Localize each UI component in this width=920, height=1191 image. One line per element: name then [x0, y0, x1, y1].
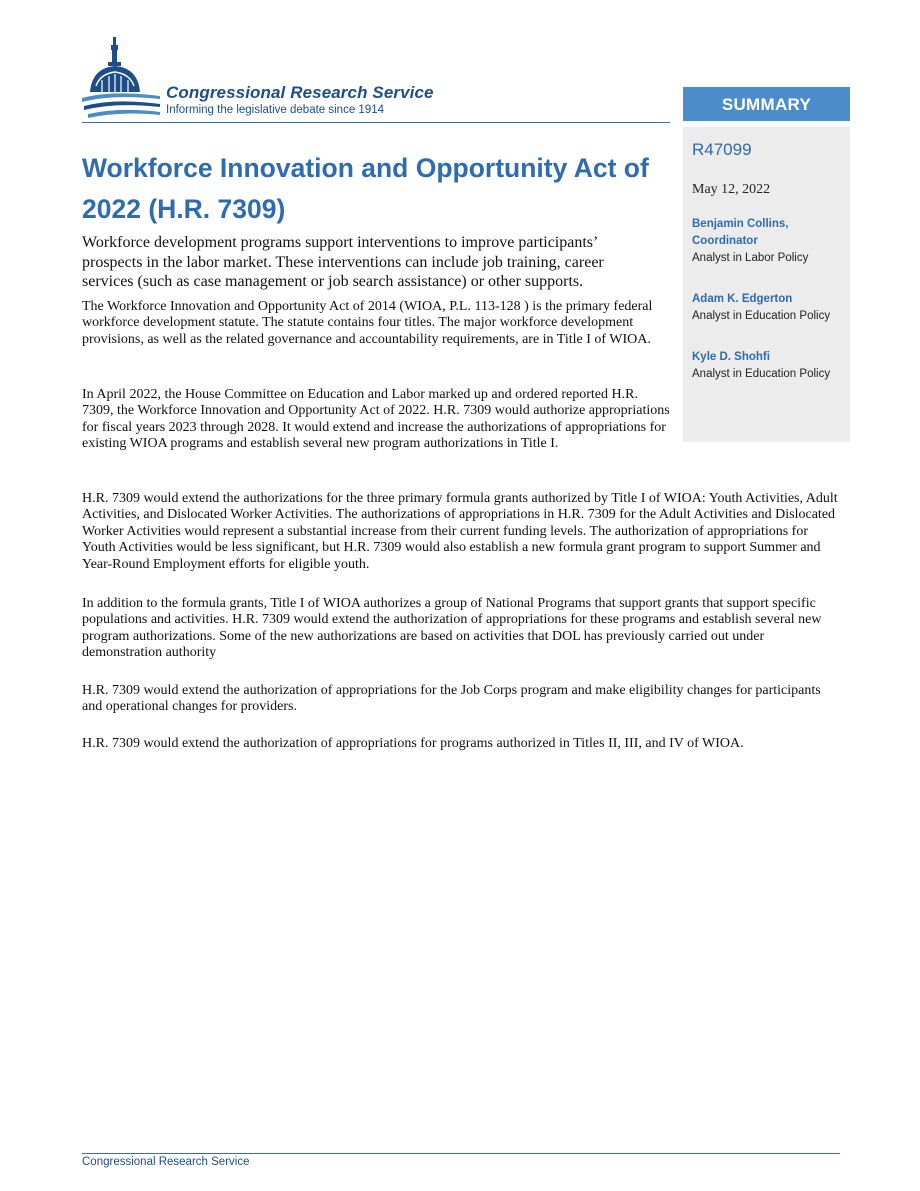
body-paragraph: In addition to the formula grants, Title I of WIOA authorizes a group of National Programs that support grants that support specific populations and activities. H.R. 7309 would extend the authorization of appropriations for these programs and establish several new program authorizations. Some of the new authorizations are based on activities that DOL has previously carried out under demonstration authority — [82, 596, 822, 661]
body-paragraph: H.R. 7309 would extend the authorization of appropriations for programs authorized in Titles II, III, and IV of WIOA. — [82, 736, 744, 751]
document-title: Workforce Innovation and Opportunity Act of 2022 (H.R. 7309) — [82, 153, 649, 224]
summary-sidebar — [683, 127, 850, 442]
footer-divider — [82, 1153, 840, 1154]
body-paragraph: In April 2022, the House Committee on Education and Labor marked up and ordered reported H.R. 7309, the Workforce Innovation and Opportunity Act of 2022. H.R. 7309 would authorize appropriations for fiscal years 2023 through 2028. It would extend and increase the authorizations of appropriations for existing WIOA programs and establish several new program authorizations in Title I. — [82, 387, 670, 452]
author-name: Kyle D. Shohfi — [692, 351, 770, 363]
footer-org-name: Congressional Research Service — [82, 1156, 250, 1168]
body-paragraph: The Workforce Innovation and Opportunity Act of 2014 (WIOA, P.L. 113-128 ) is the primary federal workforce development statute. The statute contains four titles. The major workforce development provisions, as well as the related governance and accountability requirements, are in Title I of WIOA. — [82, 299, 653, 347]
author-title: Analyst in Labor Policy — [692, 252, 809, 264]
author-block — [692, 216, 808, 267]
crs-logo — [82, 36, 482, 122]
capitol-dome-icon — [82, 36, 162, 122]
document-lede: Workforce development programs support interventions to improve participants’ prospects in the labor market. These interventions can include job training, career services (such as case management or job search assistance) or other supports. — [82, 234, 604, 290]
summary-heading: SUMMARY — [683, 87, 850, 121]
org-tagline: Informing the legislative debate since 1914 — [166, 104, 385, 116]
author-role: Coordinator — [692, 235, 758, 247]
author-name: Adam K. Edgerton — [692, 293, 793, 305]
org-name: Congressional Research Service — [166, 83, 434, 102]
body-paragraph: H.R. 7309 would extend the authorization of appropriations for the Job Corps program and make eligibility changes for participants and operational changes for providers. — [82, 683, 821, 715]
header-divider — [82, 122, 670, 123]
body-paragraph: H.R. 7309 would extend the authorizations for the three primary formula grants authorized by Title I of WIOA: Youth Activities, Adult Activities, and Dislocated Worker Activities. The authorizations of appropriations in H.R. 7309 for the Adult Activities and Dislocated Worker Activities would represent a substantial increase from their current funding levels. The authorization of appropriations for Youth Activities would be less significant, but H.R. 7309 would also establish a new formula grant program to support Summer and Year-Round Employment efforts for eligible youth. — [82, 491, 838, 572]
author-block — [692, 291, 830, 325]
report-number: R47099 — [692, 140, 752, 159]
report-date: May 12, 2022 — [692, 182, 771, 197]
author-name: Benjamin Collins, — [692, 218, 789, 230]
author-block — [692, 349, 830, 383]
author-title: Analyst in Education Policy — [692, 368, 831, 380]
author-title: Analyst in Education Policy — [692, 310, 831, 322]
